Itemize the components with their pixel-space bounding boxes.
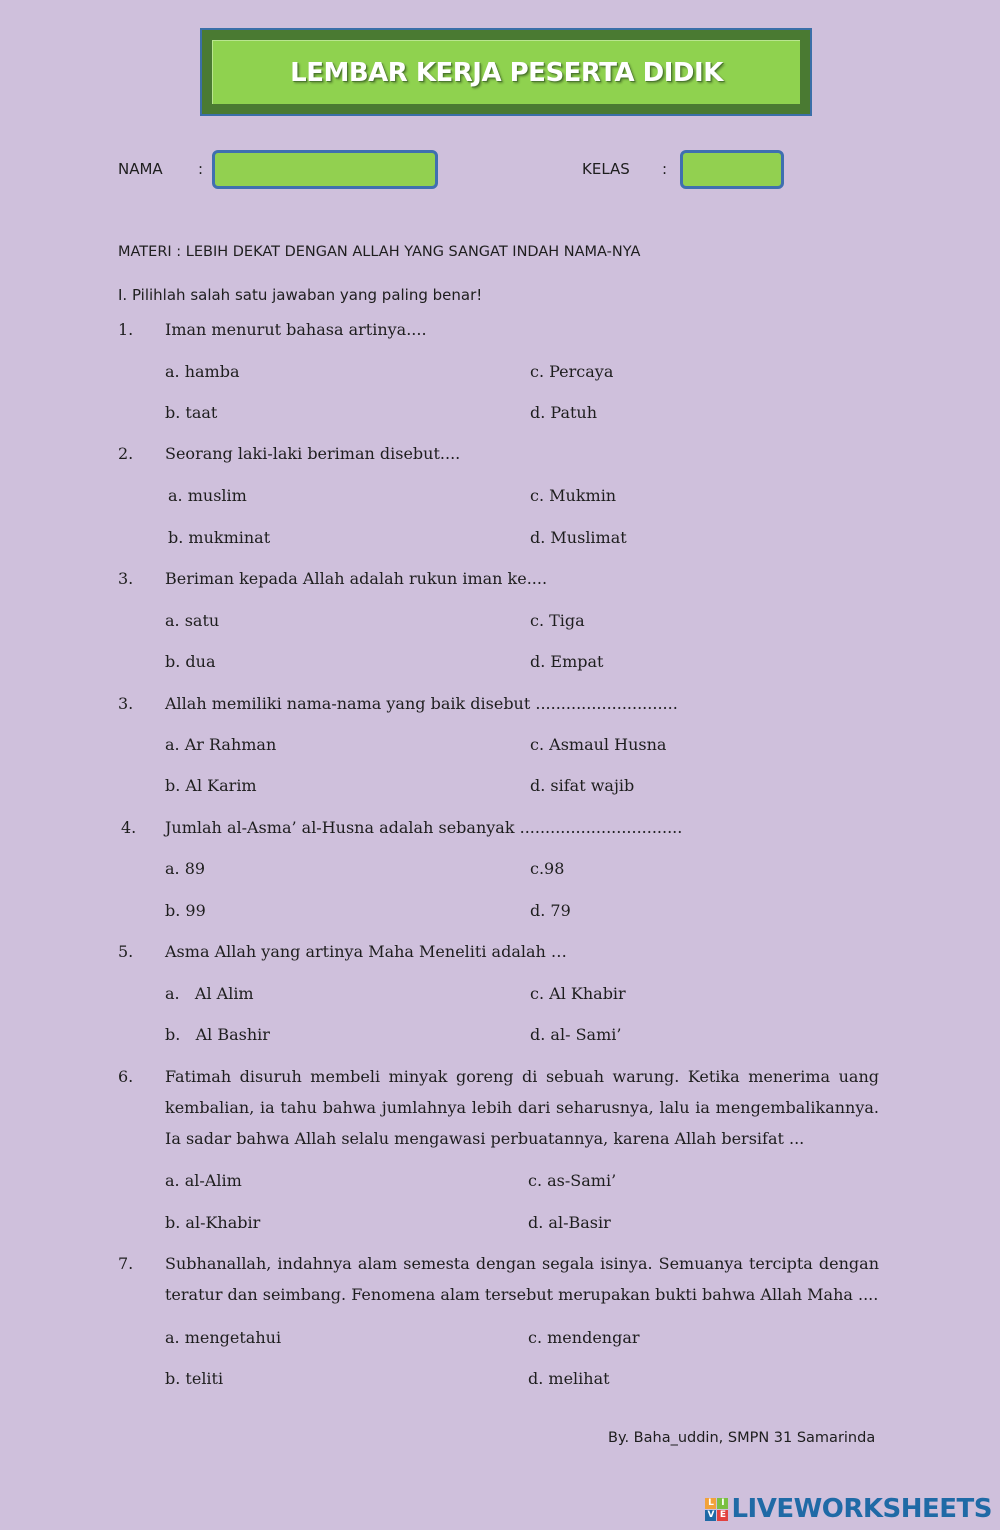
nama-input[interactable] (212, 150, 438, 189)
kelas-label: KELAS (582, 160, 630, 178)
option-a[interactable]: a. Ar Rahman (165, 735, 277, 754)
option-d[interactable]: d. Patuh (530, 403, 598, 422)
option-d[interactable]: d. al-Basir (528, 1213, 611, 1232)
question-number: 7. (118, 1254, 134, 1273)
option-c[interactable]: c. Al Khabir (530, 984, 626, 1003)
option-a[interactable]: a. satu (165, 611, 220, 630)
option-d[interactable]: d. Empat (530, 652, 604, 671)
option-a[interactable]: a. al-Alim (165, 1171, 242, 1190)
title-banner-inner (212, 40, 800, 104)
question-text: Jumlah al-Asma’ al-Husna adalah sebanyak ................................ (165, 818, 683, 837)
option-c[interactable]: c. Tiga (530, 611, 585, 630)
author-credit: By. Baha_uddin, SMPN 31 Samarinda (608, 1430, 876, 1446)
question-text: Asma Allah yang artinya Maha Meneliti adalah … (165, 942, 567, 961)
option-b[interactable]: b. Al Bashir (165, 1025, 270, 1044)
question-number: 3. (118, 569, 134, 588)
nama-label: NAMA (118, 160, 163, 178)
option-c[interactable]: c. Mukmin (530, 486, 617, 505)
option-d[interactable]: d. Muslimat (530, 528, 627, 547)
liveworksheets-logo-icon: L I V E (705, 1498, 728, 1521)
question-number: 6. (118, 1067, 134, 1086)
option-b[interactable]: b. 99 (165, 901, 206, 920)
question-text: Seorang laki-laki beriman disebut.... (165, 444, 461, 463)
title-banner (200, 28, 812, 116)
option-b[interactable]: b. teliti (165, 1369, 224, 1388)
question-text: Iman menurut bahasa artinya.... (165, 320, 427, 339)
kelas-colon: : (662, 160, 668, 178)
option-b[interactable]: b. Al Karim (165, 776, 257, 795)
question-text: Subhanallah, indahnya alam semesta dengan segala isinya. Semuanya tercipta dengan teratur dan seimbang. Fenomena alam tersebut merupakan bukti bahwa Allah Maha .... (165, 1254, 879, 1304)
page-title: LEMBAR KERJA PESERTA DIDIK (290, 57, 723, 88)
question-text: Allah memiliki nama-nama yang baik disebut ............................ (165, 694, 678, 713)
materi-heading: MATERI : LEBIH DEKAT DENGAN ALLAH YANG SANGAT INDAH NAMA-NYA (118, 244, 641, 260)
option-a[interactable]: a. mengetahui (165, 1328, 282, 1347)
question-number: 4. (121, 818, 137, 837)
liveworksheets-logo (705, 1494, 992, 1524)
option-a[interactable]: a. 89 (165, 859, 206, 878)
question-text: Fatimah disuruh membeli minyak goreng di sebuah warung. Ketika menerima uang kembalian, ia tahu bahwa jumlahnya lebih dari seharusnya, lalu ia mengembalikannya. Ia sadar bahwa Allah selalu mengawasi perbuatannya, karena Allah bersifat ... (165, 1067, 879, 1148)
instruction: I. Pilihlah salah satu jawaban yang paling benar! (118, 286, 483, 304)
option-d[interactable]: d. al- Sami’ (530, 1025, 622, 1044)
nama-colon: : (198, 160, 204, 178)
option-d[interactable]: d. 79 (530, 901, 571, 920)
kelas-input[interactable] (680, 150, 784, 189)
option-c[interactable]: c.98 (530, 859, 565, 878)
liveworksheets-brand: LIVEWORKSHEETS (731, 1494, 992, 1524)
option-a[interactable]: a. Al Alim (165, 984, 254, 1003)
option-b[interactable]: b. taat (165, 403, 218, 422)
option-b[interactable]: b. mukminat (168, 528, 271, 547)
option-c[interactable]: c. mendengar (528, 1328, 640, 1347)
question-number: 1. (118, 320, 134, 339)
option-d[interactable]: d. melihat (528, 1369, 610, 1388)
question-text: Beriman kepada Allah adalah rukun iman ke.... (165, 569, 548, 588)
question-number: 3. (118, 694, 134, 713)
option-c[interactable]: c. as-Sami’ (528, 1171, 617, 1190)
question-number: 2. (118, 444, 134, 463)
option-b[interactable]: b. al-Khabir (165, 1213, 261, 1232)
option-a[interactable]: a. hamba (165, 362, 240, 381)
option-c[interactable]: c. Asmaul Husna (530, 735, 667, 754)
option-a[interactable]: a. muslim (168, 486, 247, 505)
option-b[interactable]: b. dua (165, 652, 216, 671)
option-c[interactable]: c. Percaya (530, 362, 614, 381)
question-number: 5. (118, 942, 134, 961)
option-d[interactable]: d. sifat wajib (530, 776, 635, 795)
